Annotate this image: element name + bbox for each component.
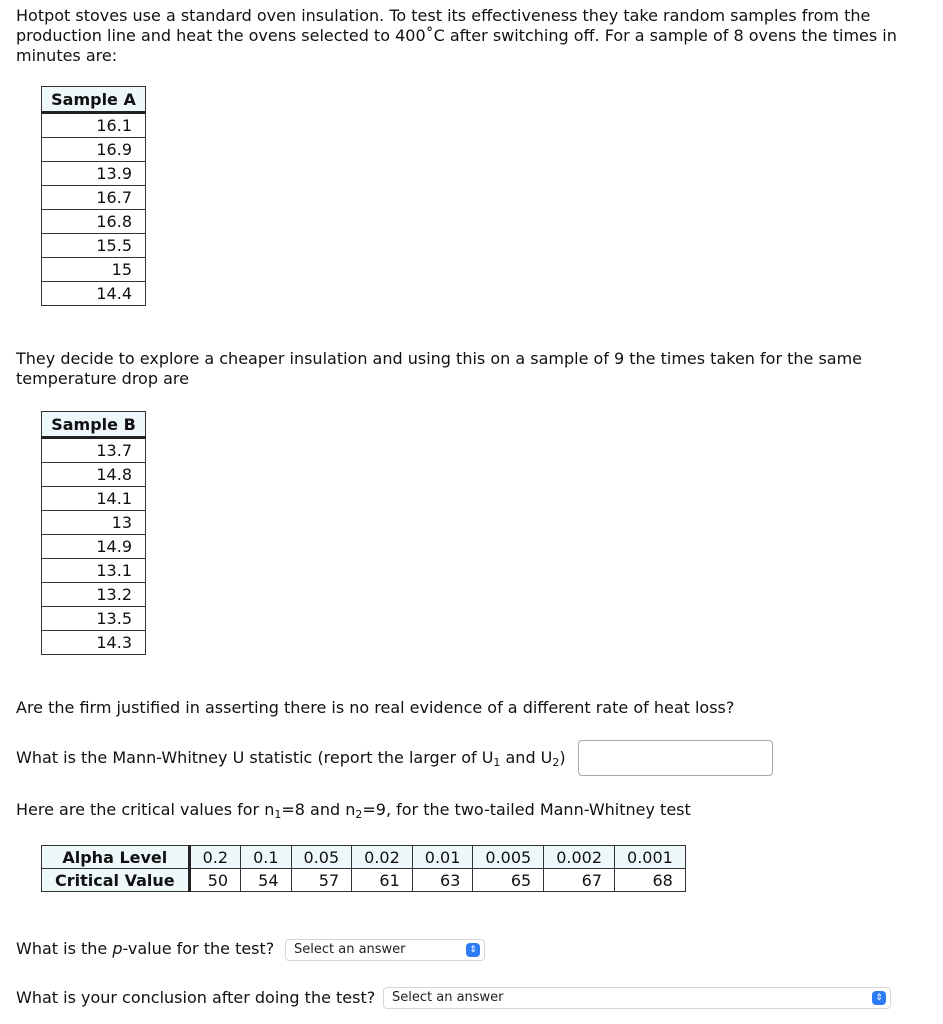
subscript: 1 [493,756,501,769]
question-text: -value for the test? [122,939,275,958]
critical-value-cell: 65 [473,869,544,892]
table-cell: 14.4 [42,282,146,306]
table-cell: 13.5 [42,607,146,631]
alpha-cell: 0.2 [189,846,240,869]
alpha-cell: 0.002 [544,846,615,869]
critical-value-cell: 57 [291,869,352,892]
intro-text: Here are the critical values for n [16,800,275,819]
table-cell: 15.5 [42,234,146,258]
table-cell: 13 [42,511,146,535]
question-text: What is the [16,939,113,958]
sample-a-header: Sample A [42,87,146,113]
subscript: 1 [274,808,282,821]
intro-text: =8 and n [281,800,356,819]
alpha-cell: 0.02 [352,846,413,869]
table-cell: 16.8 [42,210,146,234]
critical-value-cell: 68 [615,869,686,892]
table-cell: 13.7 [42,438,146,463]
second-paragraph: They decide to explore a cheaper insulation and using this on a sample of 9 the times taken for the same temperature drop are [16,349,863,388]
alpha-cell: 0.1 [241,846,291,869]
critical-value-label: Critical Value [42,869,190,892]
subscript: 2 [355,808,363,821]
italic-p: p [112,939,123,958]
chevron-updown-icon: ⇕ [872,991,886,1005]
p-value-select[interactable] [285,939,485,961]
table-cell: 13.9 [42,162,146,186]
table-cell: 14.1 [42,487,146,511]
question-text: ) [559,748,566,767]
alpha-cell: 0.05 [291,846,352,869]
question-p-value [16,939,274,959]
critical-value-cell: 50 [189,869,240,892]
conclusion-select[interactable] [383,987,891,1009]
table-cell: 14.9 [42,535,146,559]
critical-value-cell: 61 [352,869,413,892]
critical-value-cell: 54 [241,869,291,892]
sample-a-table [41,86,146,306]
critical-values-table [41,845,686,892]
subscript: 2 [552,756,560,769]
select-placeholder: Select an answer [392,990,504,1005]
sample-b-table [41,411,146,655]
question-conclusion: What is your conclusion after doing the test? [16,988,376,1007]
chevron-updown-icon: ⇕ [466,943,480,957]
alpha-row [42,846,686,869]
question-text: What is the Mann-Whitney U statistic (report the larger of U [16,748,494,767]
u-statistic-input[interactable] [578,740,773,776]
critical-value-cell: 63 [412,869,473,892]
question-u-statistic [16,748,566,768]
table-cell: 16.7 [42,186,146,210]
alpha-level-label: Alpha Level [42,846,190,869]
sample-b-header: Sample B [42,412,146,438]
table-cell: 14.8 [42,463,146,487]
table-cell: 16.9 [42,138,146,162]
table-cell: 16.1 [42,113,146,138]
table-cell: 13.2 [42,583,146,607]
alpha-cell: 0.005 [473,846,544,869]
alpha-cell: 0.001 [615,846,686,869]
critical-value-cell: 67 [544,869,615,892]
select-placeholder: Select an answer [294,942,406,957]
question-text: and U [500,748,553,767]
alpha-cell: 0.01 [412,846,473,869]
table-cell: 14.3 [42,631,146,655]
intro-text: =9, for the two-tailed Mann-Whitney test [362,800,691,819]
question-evidence: Are the firm justified in asserting there is no real evidence of a different rate of heat loss? [16,698,735,717]
intro-paragraph: Hotpot stoves use a standard oven insulation. To test its effectiveness they take random samples from the production line and heat the ovens selected to 400˚C after switching off. For a sample of 8 ovens the times in minutes are: [16,6,897,65]
critical-values-intro [16,800,691,820]
critical-value-row [42,869,686,892]
table-cell: 15 [42,258,146,282]
table-cell: 13.1 [42,559,146,583]
